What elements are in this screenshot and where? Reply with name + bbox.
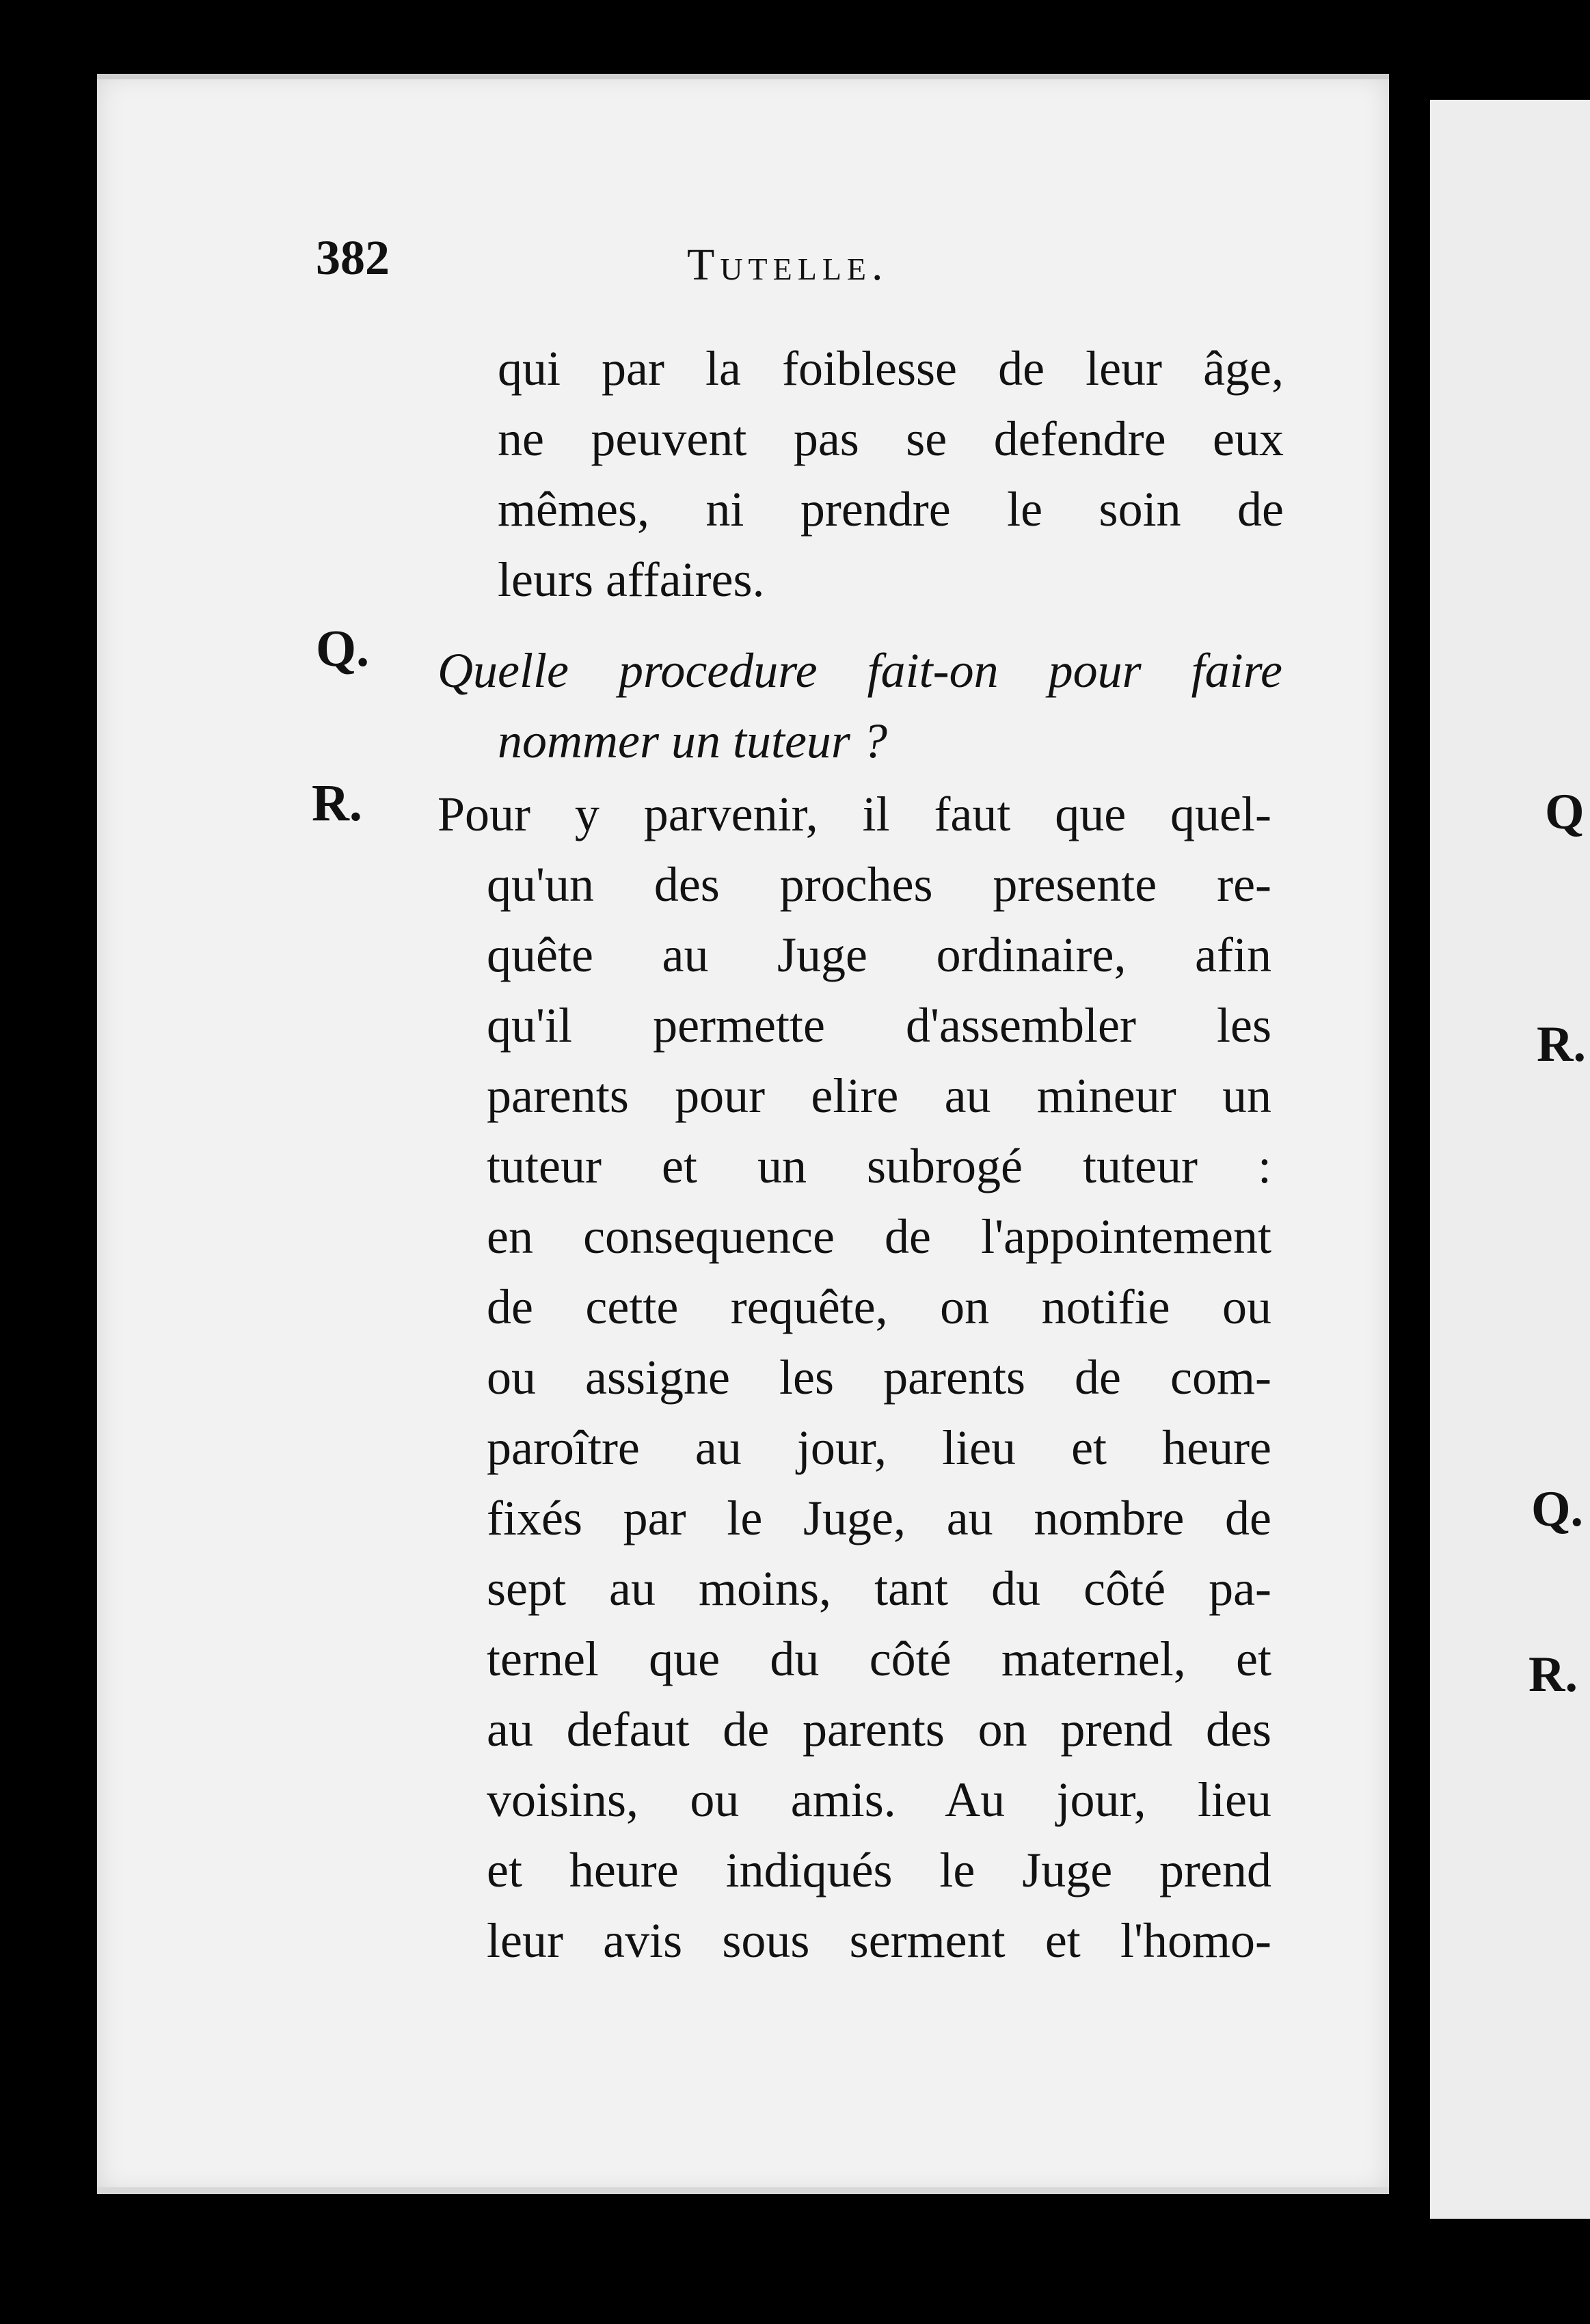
text-line: tuteur et un subrogé tuteur : [487, 1139, 1271, 1193]
answer-marker: R. [312, 774, 362, 832]
running-title: Tutelle. [687, 240, 889, 290]
text-line: paroître au jour, lieu et heure [487, 1420, 1271, 1475]
text-line: leurs affaires. [498, 552, 765, 607]
text-line: sept au moins, tant du côté pa- [487, 1561, 1271, 1616]
page-number: 382 [316, 230, 390, 285]
adjacent-page-marker: R. [1537, 1016, 1586, 1072]
continuation-paragraph [498, 334, 1284, 615]
text-line: qu'il permette d'assembler les [487, 998, 1271, 1053]
adjacent-page-marker: R. [1528, 1647, 1578, 1703]
text-line: mêmes, ni prendre le soin de [498, 482, 1284, 537]
text-line: et heure indiqués le Juge prend [487, 1843, 1271, 1897]
text-line: en consequence de l'appointement [487, 1209, 1271, 1264]
text-line: nommer un tuteur ? [498, 714, 887, 768]
text-line: de cette requête, on notifie ou [487, 1280, 1271, 1334]
text-line: quête au Juge ordinaire, afin [487, 928, 1271, 982]
page-top-edge [97, 74, 1389, 79]
text-line: ou assigne les parents de com- [487, 1350, 1271, 1405]
question-text [437, 636, 1282, 776]
adjacent-page-marker: Q. [1531, 1481, 1584, 1537]
adjacent-page-marker: Q [1545, 784, 1585, 840]
text-line: qu'un des proches presente re- [487, 857, 1271, 912]
text-line: ne peuvent pas se defendre eux [498, 411, 1284, 466]
text-line: au defaut de parents on prend des [487, 1702, 1271, 1757]
text-line: fixés par le Juge, au nombre de [487, 1491, 1271, 1545]
text-line: parents pour elire au mineur un [487, 1068, 1271, 1123]
page-bottom-edge [97, 2187, 1389, 2194]
text-line: Pour y parvenir, il faut que quel- [437, 787, 1271, 841]
text-line: qui par la foiblesse de leur âge, [498, 341, 1284, 396]
adjacent-page-edge [1430, 100, 1590, 2219]
text-line: leur avis sous serment et l'homo- [487, 1913, 1271, 1968]
text-line: Quelle procedure fait-on pour faire [437, 643, 1282, 698]
text-line: voisins, ou amis. Au jour, lieu [487, 1772, 1271, 1827]
text-line: ternel que du côté maternel, et [487, 1632, 1271, 1686]
question-marker: Q. [316, 620, 370, 677]
answer-paragraph [437, 779, 1271, 1976]
